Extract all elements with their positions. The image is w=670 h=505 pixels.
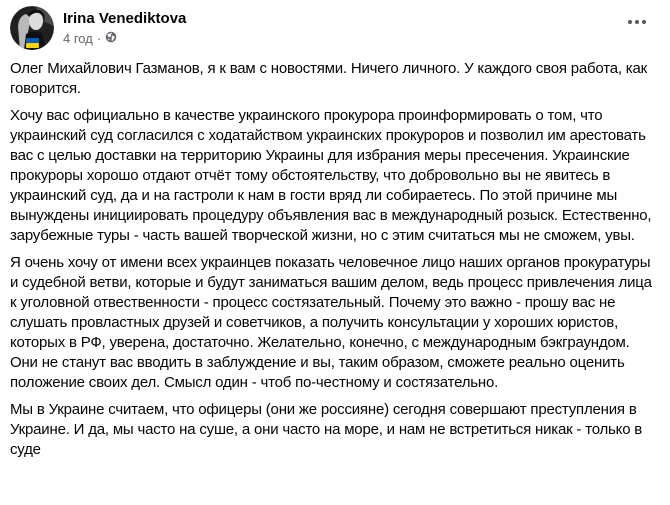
post-paragraph: Олег Михайлович Газманов, я к вам с новостями. Ничего личного. У каждого своя работа, как говорится.	[10, 60, 647, 97]
globe-icon	[105, 31, 117, 47]
post-meta	[63, 30, 186, 47]
post-paragraph: Хочу вас официально в качестве украинского прокурора проинформировать о том, что украинский суд согласился с ходатайством украинских прокуроров и позволил им арестовать вас с целью доставки на территорию Украины для избрания меры пресечения. Украинские прокуроры хорошо отдают отчёт тому обстоятельству, что добровольно вы не явитесь в украинский суд, да и на гастроли к нам в гости вряд ли собираетесь. По этой причине мы вынуждены инициировать процедуру объявления вас в международный розыск. Естественно, зарубежные туры - часть вашей творческой жизни, но с этим считаться мы не сможем, увы.	[10, 107, 652, 244]
avatar[interactable]	[10, 6, 54, 50]
post-paragraph: Я очень хочу от имени всех украинцев показать человечное лицо наших органов прокуратуры и судебной ветви, которые и будут заниматься вашим делом, ведь процесс привлечения лица к уголовной отвественности - процесс состязательный. Почему это важно - прошу вас не слушать провластных друзей и советчиков, а получить консультации у хороших юристов, которых в РФ, уверена, достаточно. Желательно, конечно, с международным бэкграундом. Они не станут вас вводить в заблуждение и вы, таким образом, сможете реально оценить положение своих дел. Смысл один - чтоб по-честному и состязательно.	[10, 254, 652, 391]
header-text	[63, 6, 186, 47]
meta-separator: ·	[96, 30, 102, 46]
avatar-photo	[10, 6, 54, 50]
post-paragraph: Мы в Украине считаем, что офицеры (они же россияне) сегодня совершают преступления в Украине. И да, мы часто на суше, а они часто на море, и нам не встретиться никак - только в суде	[10, 401, 643, 458]
post-header	[10, 6, 660, 50]
post-timestamp[interactable]: 4 год	[63, 30, 93, 46]
author-name[interactable]: Irina Venediktova	[63, 10, 187, 27]
ellipsis-icon	[628, 20, 646, 24]
post-body	[10, 59, 660, 460]
post-menu-button[interactable]	[624, 16, 650, 28]
